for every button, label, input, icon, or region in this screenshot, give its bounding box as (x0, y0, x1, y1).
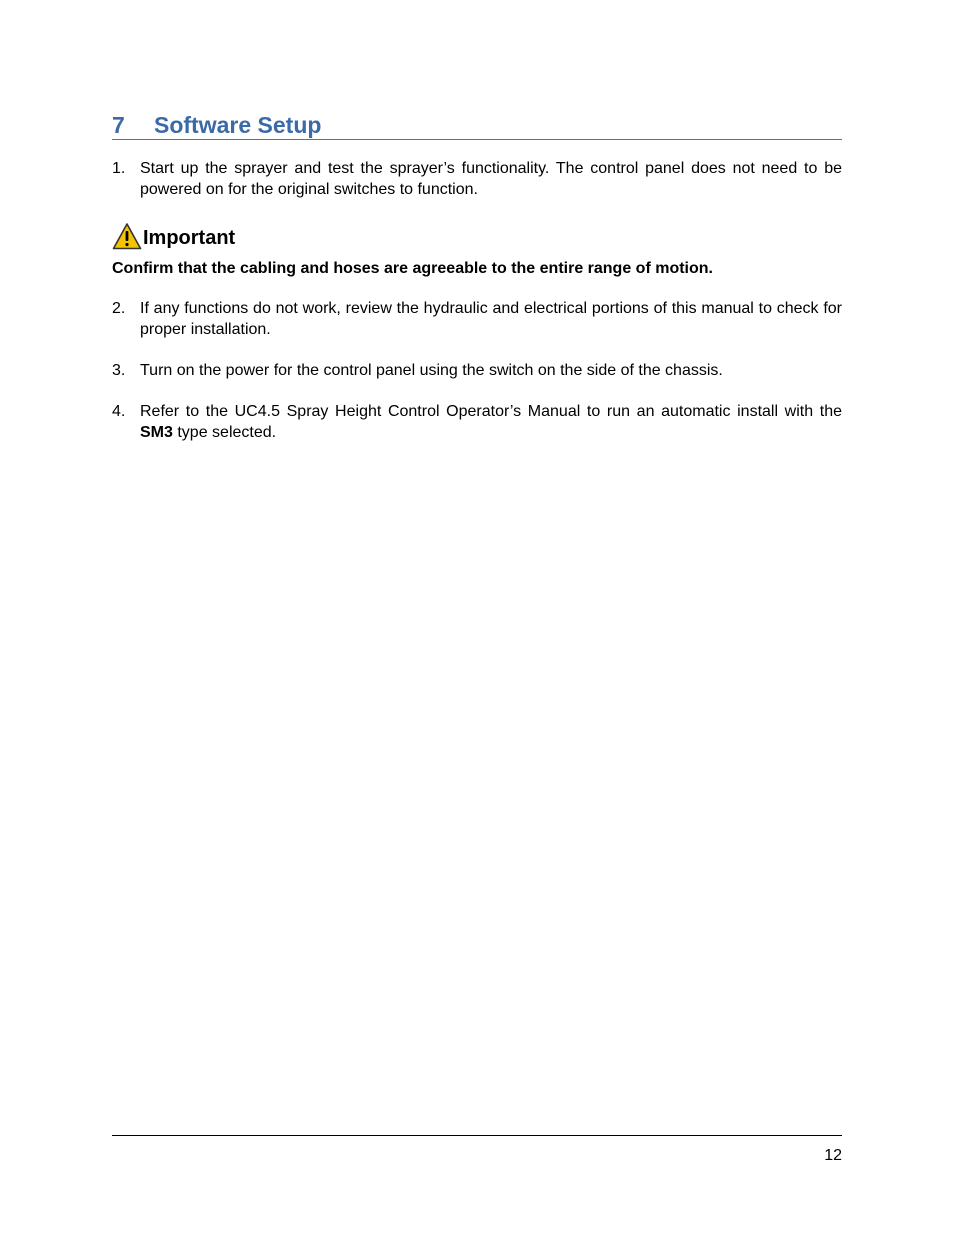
warning-icon (112, 222, 142, 250)
section-heading (112, 110, 842, 140)
section-number: 7 (112, 112, 125, 138)
step-number: 2. (112, 300, 126, 317)
important-label: Important (143, 227, 236, 249)
step-text: Turn on the power for the control panel using the switch on the side of the chassis. (140, 362, 723, 379)
step-4 (112, 401, 842, 443)
step-text-bold: SM3 (140, 424, 173, 441)
step-3 (112, 360, 842, 381)
step-2 (112, 298, 842, 340)
step-text: Start up the sprayer and test the sprayer’s functionality. The control panel does not need to be powered on for the original switches to function. (140, 160, 842, 198)
step-1 (112, 158, 842, 200)
step-text (140, 401, 842, 443)
step-number: 1. (112, 160, 126, 177)
important-text: Confirm that the cabling and hoses are agreeable to the entire range of motion. (112, 260, 713, 277)
step-text-before: Refer to the UC4.5 Spray Height Control Operator’s Manual to run an automatic install with the (140, 403, 842, 420)
step-text-after: type selected. (172, 424, 277, 441)
footer-divider (112, 1135, 842, 1136)
step-number: 4. (112, 403, 126, 420)
step-number: 3. (112, 362, 126, 379)
page-number: 12 (824, 1147, 842, 1164)
step-text: If any functions do not work, review the hydraulic and electrical portions of this manual to check for proper installation. (140, 300, 842, 338)
important-callout (112, 222, 842, 254)
section-title: Software Setup (154, 112, 322, 138)
